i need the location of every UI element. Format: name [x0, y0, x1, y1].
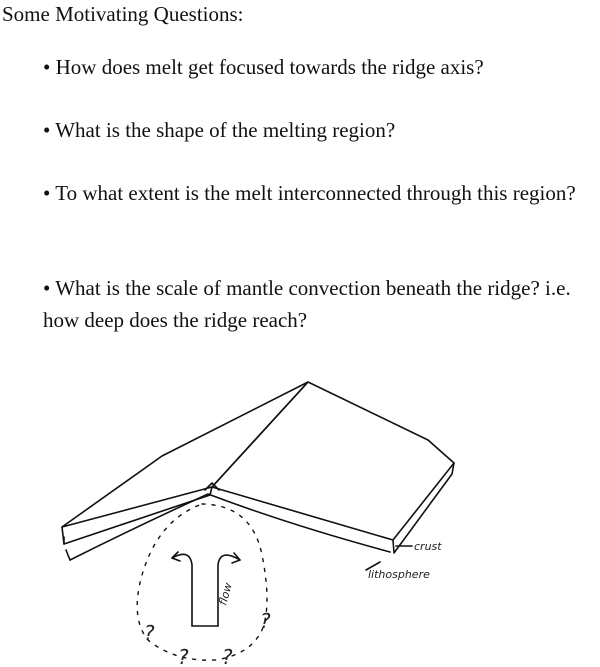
convection-loop — [137, 504, 267, 660]
page-heading: Some Motivating Questions: — [2, 2, 244, 26]
lithosphere-label: lithosphere — [368, 568, 430, 581]
question-text: How does melt get focused towards the ridge axis? — [55, 55, 484, 79]
question-1 — [43, 51, 600, 83]
bullet-marker: • — [43, 181, 51, 205]
question-text: To what extent is the melt interconnected through this region? — [55, 181, 576, 205]
question-mark-3: ? — [222, 645, 233, 667]
flow-label: flow — [216, 581, 235, 607]
question-mark-4: ? — [260, 609, 271, 633]
bullet-marker: • — [43, 55, 51, 79]
ridge-sketch — [0, 360, 600, 667]
right-plate — [212, 382, 454, 540]
question-4 — [43, 272, 600, 336]
bullet-marker: • — [43, 118, 51, 142]
question-text: What is the shape of the melting region? — [55, 118, 396, 142]
question-3 — [43, 177, 600, 209]
question-2 — [43, 114, 600, 146]
question-mark-2: ? — [178, 645, 189, 667]
crust-label: crust — [414, 540, 442, 553]
question-text: What is the scale of mantle convection beneath the ridge? i.e. how deep does the ridge reach? — [43, 276, 571, 332]
question-mark-1: ? — [144, 621, 155, 645]
bullet-marker: • — [43, 276, 51, 300]
